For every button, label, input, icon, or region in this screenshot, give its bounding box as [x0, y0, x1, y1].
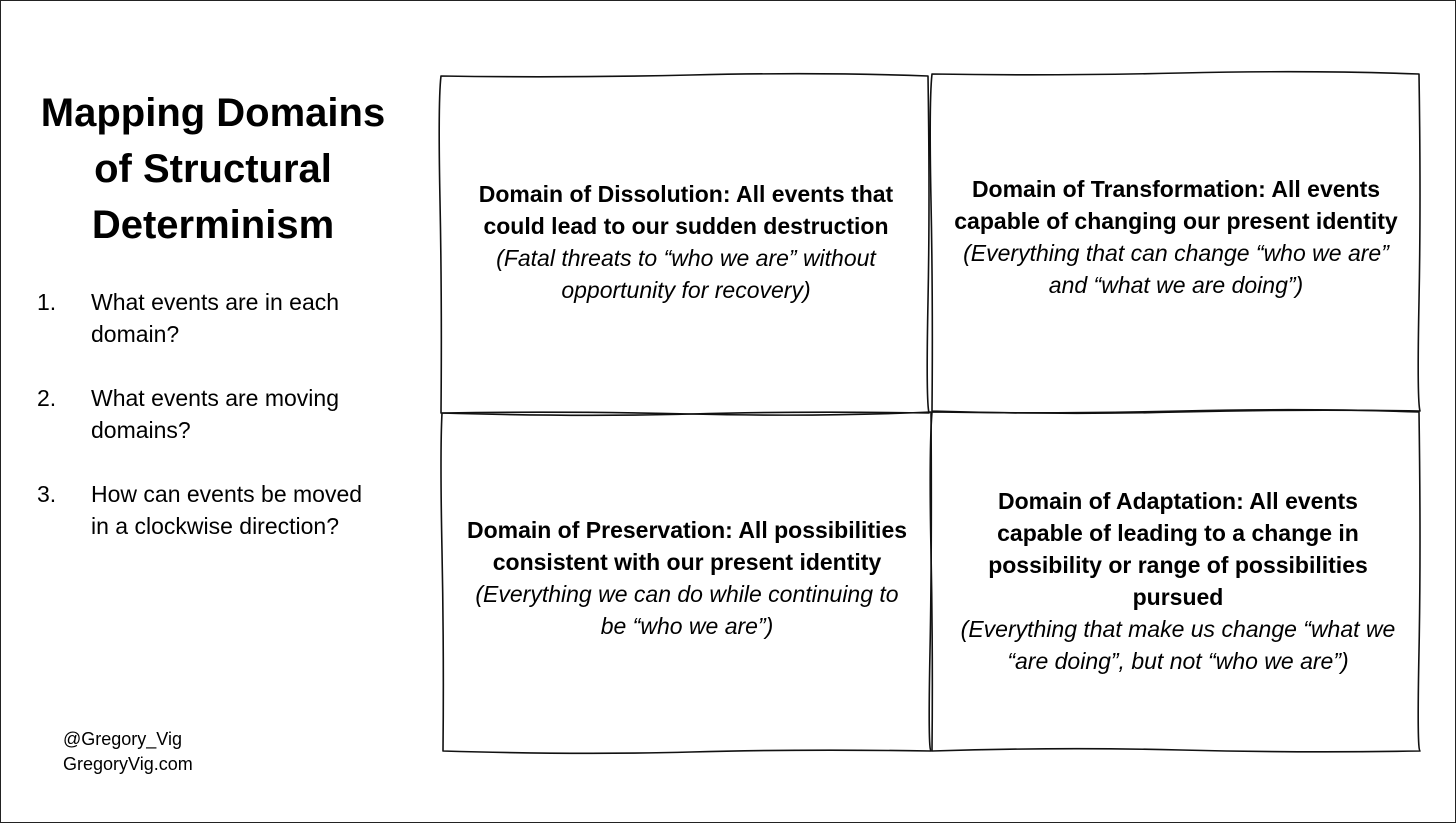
heading-line: Domain of Dissolution: All events that	[478, 181, 894, 207]
question-item	[37, 286, 407, 350]
domain-transformation	[939, 75, 1413, 409]
domain-preservation	[449, 415, 925, 751]
heading-line: Domain of Adaptation: All events	[998, 488, 1358, 514]
question-number: 3.	[37, 481, 57, 507]
heading-line: consistent with our present identity	[492, 549, 882, 575]
domain-heading	[961, 485, 1396, 613]
heading-line: Domain of Transformation: All events	[971, 176, 1381, 202]
title-line: Determinism	[91, 203, 335, 247]
description-line: (Everything that make us change “what we	[960, 616, 1396, 642]
description-line: (Everything that can change “who we are”	[963, 240, 1389, 266]
description-line: (Fatal threats to “who we are” without	[496, 245, 876, 271]
domain-description	[954, 237, 1397, 301]
title-line: of Structural	[94, 147, 332, 191]
question-line: domain?	[91, 321, 180, 347]
question-line: in a clockwise direction?	[91, 513, 340, 539]
heading-line: capable of changing our present identity	[954, 208, 1398, 234]
heading-line: possibility or range of possibilities	[988, 552, 1368, 578]
question-item	[37, 382, 407, 446]
description-line: be “who we are”)	[600, 613, 774, 639]
domain-heading	[954, 173, 1397, 237]
domain-heading	[467, 514, 907, 578]
author-website: GregoryVig.com	[63, 754, 193, 774]
question-line: What events are in each	[91, 289, 340, 315]
question-item	[37, 478, 407, 542]
question-line: How can events be moved	[91, 481, 363, 507]
question-number: 2.	[37, 385, 57, 411]
domain-description	[961, 613, 1396, 677]
author-footer	[63, 727, 193, 777]
title-line: Mapping Domains	[40, 91, 386, 135]
description-line: opportunity for recovery)	[561, 277, 811, 303]
question-line: What events are moving	[91, 385, 340, 411]
domain-heading	[479, 178, 893, 242]
description-line: (Everything we can do while continuing to	[475, 581, 899, 607]
domain-description	[467, 578, 907, 642]
heading-line: pursued	[1132, 584, 1224, 610]
page-title	[13, 85, 413, 253]
domain-description	[479, 242, 893, 306]
heading-line: Domain of Preservation: All possibilities	[466, 517, 908, 543]
heading-line: capable of leading to a change in	[997, 520, 1359, 546]
description-line: “are doing”, but not “who we are”)	[1007, 648, 1349, 674]
domain-adaptation	[939, 415, 1417, 751]
author-handle: @Gregory_Vig	[63, 729, 182, 749]
question-list	[37, 286, 407, 574]
domain-dissolution	[449, 77, 923, 411]
description-line: and “what we are doing”)	[1048, 272, 1304, 298]
question-line: domains?	[91, 417, 191, 443]
heading-line: could lead to our sudden destruction	[483, 213, 889, 239]
question-number: 1.	[37, 289, 57, 315]
